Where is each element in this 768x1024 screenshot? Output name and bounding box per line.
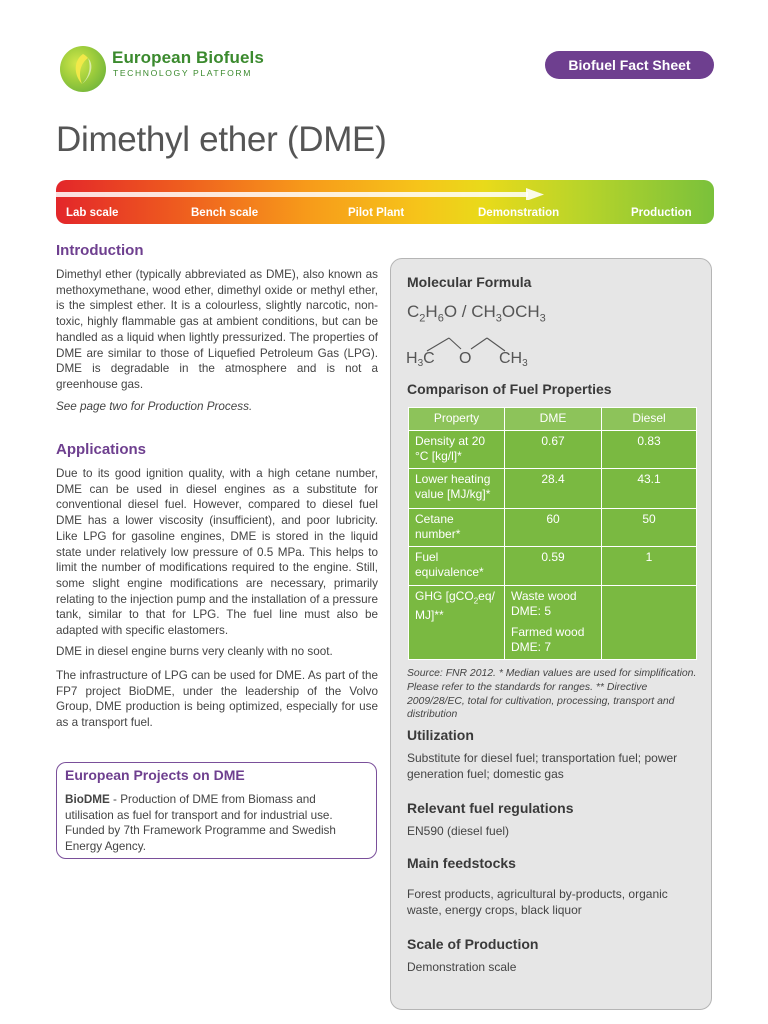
molecular-formula-heading: Molecular Formula [407,274,532,290]
header-dme: DME [505,408,602,431]
applications-paragraph-2: DME in diesel engine burns very cleanly with no soot. [56,645,333,658]
logo-subtitle: TECHNOLOGY PLATFORM [113,68,252,78]
table-source-note: Source: FNR 2012. * Median values are used for simplification. Please refer to the standards for ranges. ** Directive 2009/28/EC, total for cultivation, processing, transport and distribution [407,668,697,721]
svg-text:CH3: CH3 [499,350,528,369]
header-property: Property [409,408,505,431]
table-row [409,431,697,469]
table-row [409,586,697,660]
table-row [409,469,697,509]
ghg-waste-wood: Waste wood DME: 5 [511,589,577,618]
scale-stage-demonstration: Demonstration [478,207,560,219]
fact-sheet-badge: Biofuel Fact Sheet [545,51,714,79]
scale-stage-bench: Bench scale [191,207,259,219]
table-row [409,547,697,586]
structure-o: O [459,350,472,367]
european-projects-box [56,762,377,859]
row-dme-value: 28.4 [505,469,602,509]
introduction-text: Dimethyl ether (typically abbreviated as DME), also known as methoxymethane, wood ether, dimethyl oxide or methyl ether, is the simplest ether. It is a colourless, slightly narcotic, non-toxic, highly flammable gas at ambient conditions, but can be handled as a liquid when lightly pressurized. The properties of DME are similar to those of Liquefied Petroleum Gas (LPG). DME is degradable in the atmosphere and is not a greenhouse gas. [56,268,378,391]
row-dme-value: 0.59 [505,547,602,586]
row-diesel-value: 50 [602,509,697,547]
project-name: BioDME [65,793,110,806]
regulations-text: EN590 (diesel fuel) [407,824,510,838]
header-diesel: Diesel [602,408,697,431]
structural-formula [405,333,535,369]
scale-of-production-heading: Scale of Production [407,936,539,952]
project-description: - Production of DME from Biomass and utilisation as fuel for transport and for industrial use. Funded by 7th Framework Programme and Swedish Energy Agency. [65,793,336,854]
row-diesel-value: 1 [602,547,697,586]
introduction-note: See page two for Production Process. [56,400,253,413]
utilization-heading: Utilization [407,727,474,743]
table-row [409,509,697,547]
row-dme-ghg [505,586,602,660]
scale-stage-production: Production [631,207,692,219]
row-property: Density at 20 °C [kg/l]* [409,431,505,469]
row-property-ghg: GHG [gCO$_2$eq/ MJ]** [409,586,505,660]
utilization-text: Substitute for diesel fuel; transportation fuel; power generation fuel; domestic gas [407,751,678,781]
svg-text:H3C: H3C [406,350,435,369]
row-property: Cetane number* [409,509,505,547]
row-dme-value: 0.67 [505,431,602,469]
table-header-row [409,408,697,431]
scale-of-production-text: Demonstration scale [407,960,517,974]
feedstocks-text: Forest products, agricultural by-products, organic waste, energy crops, black liquor [407,887,668,917]
logo-title: European Biofuels [112,48,264,67]
scale-stage-pilot: Pilot Plant [348,207,405,219]
scale-arrow-icon [56,188,544,200]
fuel-properties-table [408,407,697,660]
applications-paragraph-1: Due to its good ignition quality, with a high cetane number, DME can be used in diesel engines as a substitute for conventional diesel fuel. However, compared to diesel fuel DME has a lower viscosity (insufficient), and poor lubricity. Like LPG for gasoline engines, DME is stored in the liquid state under relatively low pressure of 0.5 MPa. This helps to limit the number of modifications required to the engine. Still, some slight engine modifications are necessary, primarily relating to the injection pump and the installation of a pressure tank, similar to that for LPG. The fuel line must also be adapted with specific elastomers. [56,467,378,638]
row-diesel-value: 43.1 [602,469,697,509]
regulations-heading: Relevant fuel regulations [407,800,574,816]
molecular-formula: $C_2H_6O / CH_3OCH_3$ [407,302,546,325]
row-diesel-ghg [602,586,697,660]
projects-heading: European Projects on DME [65,767,245,783]
ghg-farmed-wood: Farmed wood DME: 7 [511,625,585,654]
logo [60,46,264,94]
row-property: Lower heating value [MJ/kg]* [409,469,505,509]
page-title: Dimethyl ether (DME) [56,120,387,159]
applications-heading: Applications [56,441,147,458]
row-dme-value: 60 [505,509,602,547]
comparison-heading: Comparison of Fuel Properties [407,381,612,397]
structure-ch: CH [499,350,523,367]
row-property: Fuel equivalence* [409,547,505,586]
development-scale-bar [56,180,714,224]
logo-globe-icon [60,46,106,92]
introduction-heading: Introduction [56,242,144,259]
fact-panel [390,258,712,1010]
structure-h: H [406,350,418,367]
row-diesel-value: 0.83 [602,431,697,469]
projects-text [65,792,365,855]
scale-stage-lab: Lab scale [66,207,119,219]
applications-paragraph-3: The infrastructure of LPG can be used for DME. As part of the FP7 project BioDME, under the leadership of the Volvo Group, DME production is being optimized, especially for use as a transport fuel. [56,669,378,730]
feedstocks-heading: Main feedstocks [407,855,516,871]
